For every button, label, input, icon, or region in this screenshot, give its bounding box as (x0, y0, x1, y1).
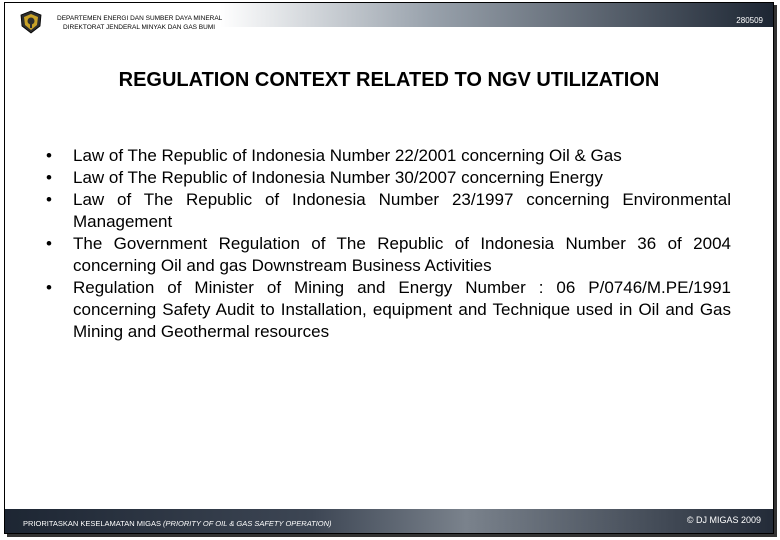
org-line-2: DIREKTORAT JENDERAL MINYAK DAN GAS BUMI (63, 24, 216, 31)
bullet-item (43, 189, 731, 233)
bullet-dot-icon: • (46, 278, 52, 297)
bullet-text: Law of The Republic of Indonesia Number 23/1997 concerning Environmental Management (73, 190, 731, 231)
bullet-dot-icon: • (46, 190, 52, 209)
bullet-dot-icon: • (46, 146, 52, 165)
bullet-text: Regulation of Minister of Mining and Energy Number : 06 P/0746/M.PE/1991 concerning Safety Audit to Installation, equipment and Technique used in Oil and Gas Mining and Geothermal resources (73, 278, 731, 341)
ministry-emblem-icon (19, 10, 43, 34)
bullet-text: The Government Regulation of The Republic of Indonesia Number 36 of 2004 concerning Oil and gas Downstream Business Activities (73, 234, 731, 275)
bullet-item (43, 277, 731, 343)
slide-code: 280509 (736, 16, 763, 25)
slogan-id: PRIORITASKAN KESELAMATAN MIGAS (23, 519, 161, 528)
slide-title: REGULATION CONTEXT RELATED TO NGV UTILIZATION (118, 69, 660, 91)
slide-footer (5, 509, 773, 533)
bullet-item (43, 167, 731, 189)
footer-copyright: © DJ MIGAS 2009 (686, 515, 761, 525)
bullet-text: Law of The Republic of Indonesia Number 22/2001 concerning Oil & Gas (73, 146, 622, 165)
footer-slogan (23, 519, 332, 528)
slide-header (5, 3, 773, 33)
slogan-en: (PRIORITY OF OIL & GAS SAFETY OPERATION) (163, 519, 332, 528)
bullet-dot-icon: • (46, 168, 52, 187)
bullet-dot-icon: • (46, 234, 52, 253)
bullet-text: Law of The Republic of Indonesia Number 30/2007 concerning Energy (73, 168, 603, 187)
slide-frame (4, 2, 774, 534)
bullet-item (43, 145, 731, 167)
bullet-list (43, 145, 731, 343)
org-line-1: DEPARTEMEN ENERGI DAN SUMBER DAYA MINERAL (57, 15, 223, 22)
bullet-item (43, 233, 731, 277)
